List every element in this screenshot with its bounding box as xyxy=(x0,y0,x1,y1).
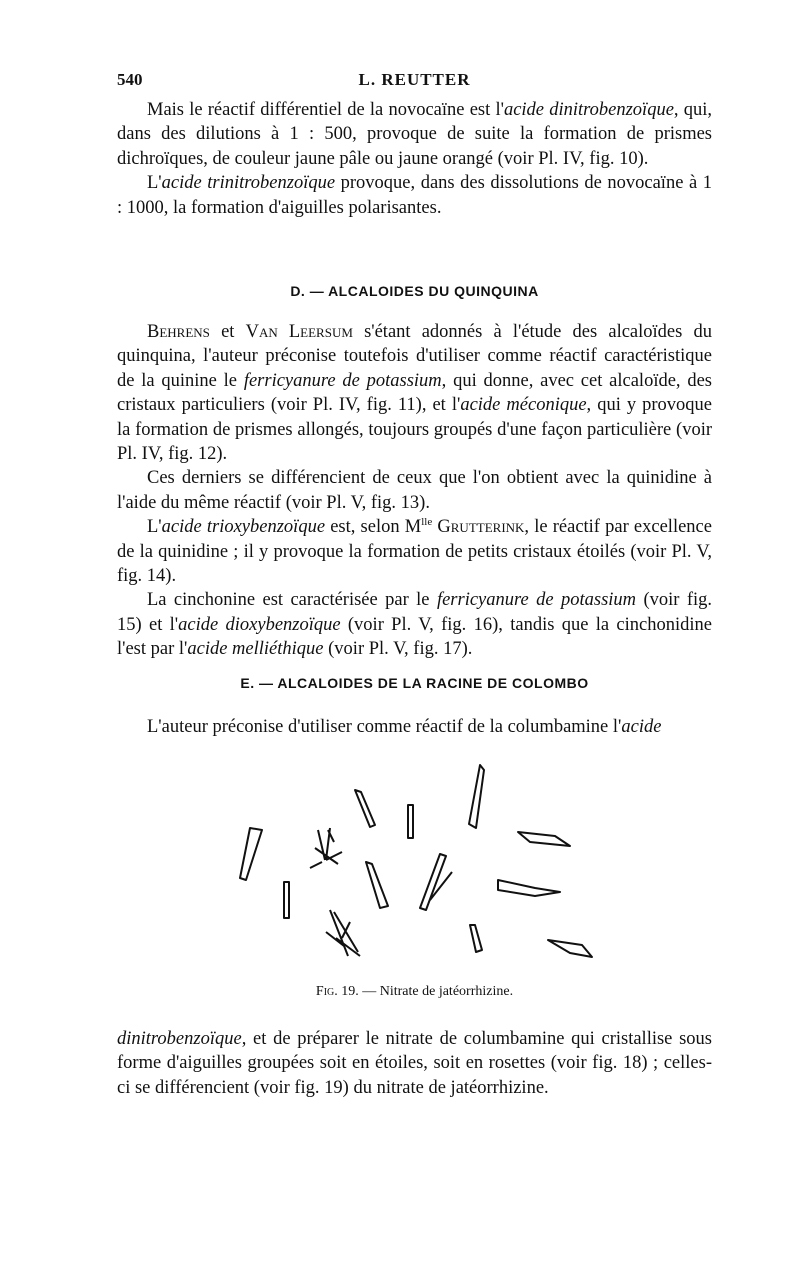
crystal-needle xyxy=(366,862,388,908)
section-heading-d: D. — ALCALOIDES DU QUINQUINA xyxy=(290,283,539,299)
crystal-needle xyxy=(518,832,570,846)
figure-caption-text: — Nitrate de jatéorrhizine. xyxy=(358,984,514,999)
crystal-cluster xyxy=(420,854,452,910)
paragraph-cinchonine: La cinchonine est caractérisée par le ferricyanure de potassium (voir fig. 15) et l'acide dioxybenzoïque (voir Pl. V, fig. 16), tandis que la cinchonidine l'est par l'acide melliéthique (voir Pl. V, fig. 17). xyxy=(117,590,712,660)
paragraph-columbamine-end: dinitrobenzoïque, et de préparer le nitrate de columbamine qui cristallise sous forme d'aiguilles groupées soit en étoiles, soit en rosettes (voir fig. 18) ; celles-ci se différencient (voir fig. 19) du nitrate de jatéorrhizine. xyxy=(117,1029,712,1098)
figure-label: Fig. 19. xyxy=(315,984,359,999)
paragraph-trioxy: L'acide trioxybenzoïque est, selon $M^{lle}$ Grutterink, le réactif par excellence de la quinidine ; il y provoque la formation de petits cristaux étoilés (voir Pl. V, fig. 14). xyxy=(117,516,712,587)
section-e-body xyxy=(117,715,712,739)
paragraph-quinine: Behrens et Van Leersum s'étant adonnés à l'étude des alcaloïdes du quinquina, l'auteur préconise toutefois d'utiliser comme réactif caractéristique de la quinine le ferricyanure de potassium, qui donne, avec cet alcaloïde, des cristaux particuliers (voir Pl. IV, fig. 11), et l'acide méconique, qui y provoque la formation de prismes allongés, toujours groupés d'une façon particulière (voir Pl. IV, fig. 12). xyxy=(117,322,712,465)
page-number: 540 xyxy=(117,70,143,89)
paragraph-quinidine: Ces derniers se différencient de ceux que l'on obtient avec la quinidine à l'aide du même réactif (voir Pl. V, fig. 13). xyxy=(117,468,712,513)
running-title: L. REUTTER xyxy=(358,70,471,89)
paragraph-novocaine xyxy=(117,98,712,220)
crystal-needle xyxy=(548,940,592,957)
crystal-needle xyxy=(498,880,560,896)
crystal-needle xyxy=(355,790,375,827)
page-header xyxy=(117,70,712,94)
crystal-needle xyxy=(469,765,484,828)
figure-caption xyxy=(117,984,712,1000)
paragraph-trinitro: L'acide trinitrobenzoïque provoque, dans des dissolutions de novocaïne à 1 : 1000, la formation d'aiguilles polarisantes. xyxy=(117,173,712,218)
crystal-cluster xyxy=(326,910,360,956)
crystal-needle xyxy=(284,882,289,918)
paragraph-dinitro: Mais le réactif différentiel de la novocaïne est l'acide dinitrobenzoïque, qui, dans des dilutions à 1 : 500, provoque de suite la formation de prismes dichroïques, de couleur jaune pâle ou jaune orangé (voir Pl. IV, fig. 10). xyxy=(117,100,713,169)
paragraph-columbamine-start: L'auteur préconise d'utiliser comme réactif de la columbamine l'acide xyxy=(147,717,662,737)
section-d-body xyxy=(117,320,712,662)
crystal-needle xyxy=(408,805,413,838)
crystal-cluster xyxy=(310,828,342,868)
section-e-continued xyxy=(117,1027,712,1100)
crystal-needle xyxy=(240,828,262,880)
section-heading-e: E. — ALCALOIDES DE LA RACINE DE COLOMBO xyxy=(240,675,589,691)
crystal-needle xyxy=(470,925,482,952)
crystal-figure xyxy=(230,760,610,975)
